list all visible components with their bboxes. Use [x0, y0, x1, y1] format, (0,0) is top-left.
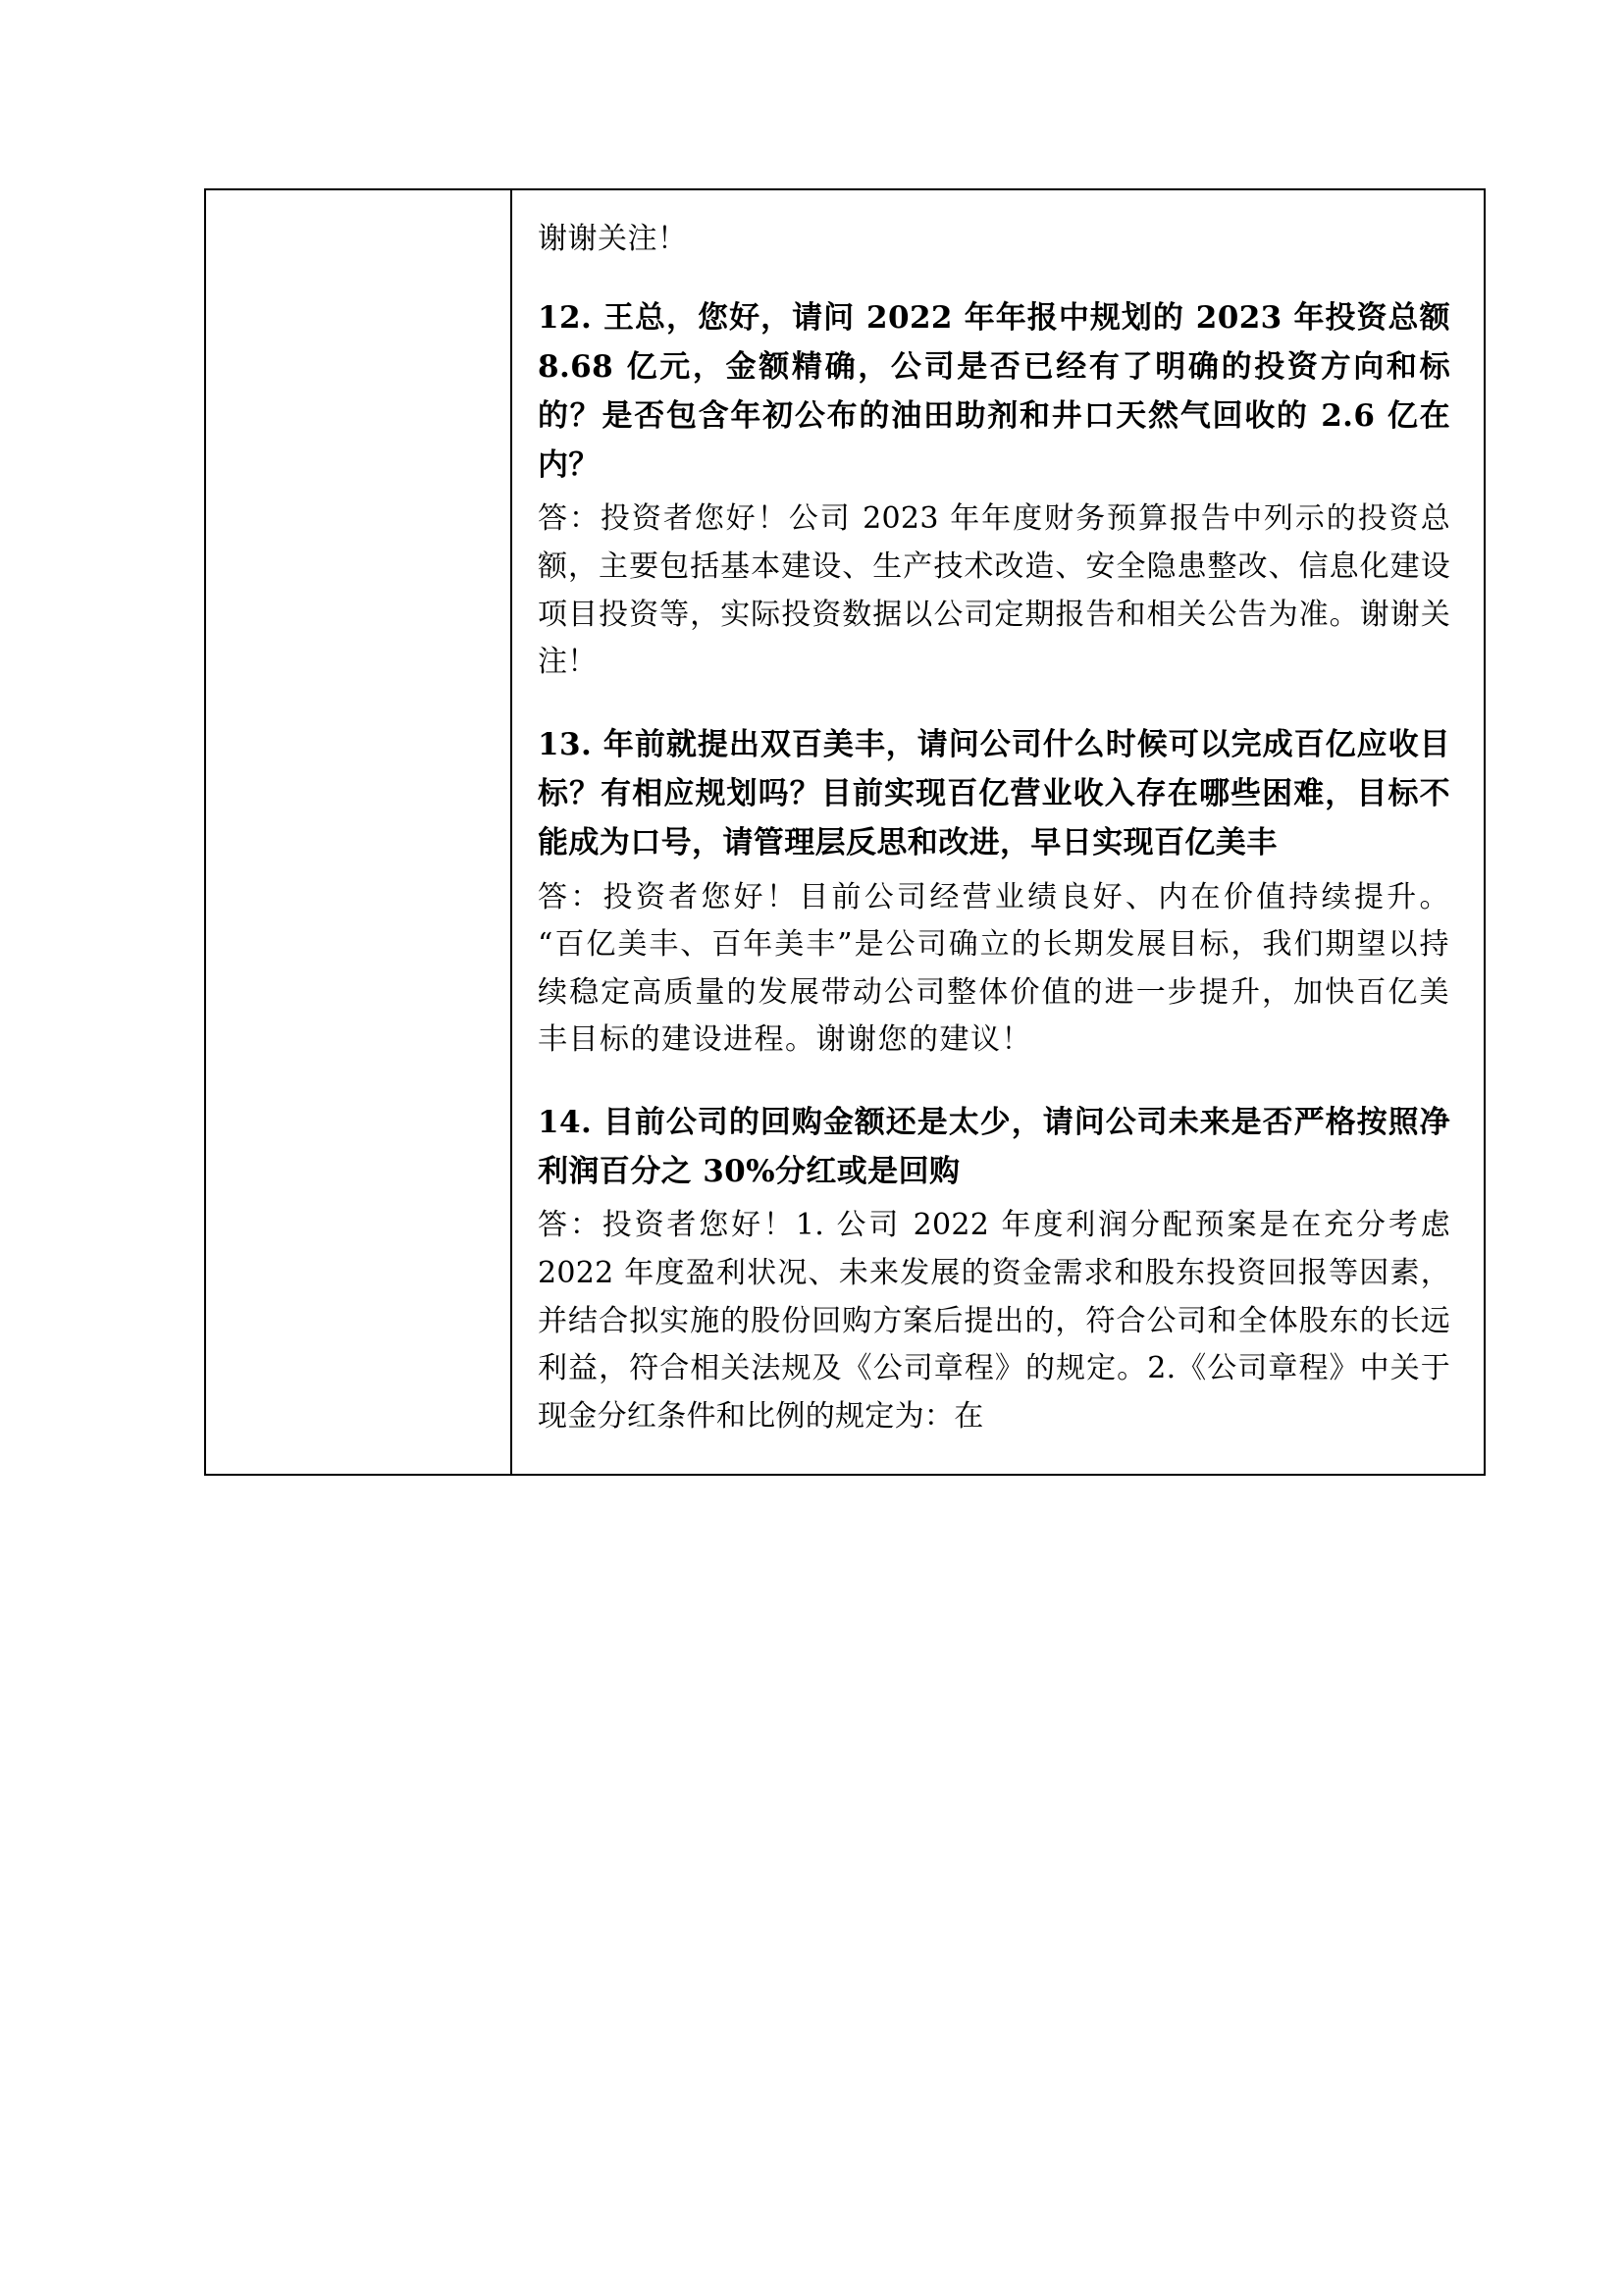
qa-table — [204, 188, 1486, 1476]
question-text: 14. 目前公司的回购金额还是太少，请问公司未来是否严格按照净利润百分之 30%分红或是回购 — [538, 1104, 1450, 1190]
answer-text: 答：投资者您好！1. 公司 2022 年度利润分配预案是在充分考虑 2022 年度盈利状况、未来发展的资金需求和股东投资回报等因素，并结合拟实施的股份回购方案后提出的，符合公司和全体股东的长远利益，符合相关法规及《公司章程》的规定。2.《公司章程》中关于现金分红条件和比例的规定为：在 — [538, 1208, 1450, 1434]
table-row — [205, 189, 1485, 1475]
table-cell-right — [511, 189, 1485, 1475]
answer-text: 答：投资者您好！目前公司经营业绩良好、内在价值持续提升。“百亿美丰、百年美丰”是公司确立的长期发展目标，我们期望以持续稳定高质量的发展带动公司整体价值的进一步提升，加快百亿美丰目标的建设进程。谢谢您的建议！ — [538, 879, 1450, 1058]
lead-line: 谢谢关注！ — [538, 222, 688, 256]
right-column-content — [512, 190, 1484, 1474]
question-text: 12. 王总，您好，请问 2022 年年报中规划的 2023 年投资总额 8.68 亿元，金额精确，公司是否已经有了明确的投资方向和标的？是否包含年初公布的油田助剂和井口天然气回收的 2.6 亿在内？ — [538, 299, 1450, 484]
qa-block-12 — [538, 293, 1450, 687]
question-text: 13. 年前就提出双百美丰，请问公司什么时候可以完成百亿应收目标？有相应规划吗？目前实现百亿营业收入存在哪些困难，目标不能成为口号，请管理层反思和改进，早日实现百亿美丰 — [538, 726, 1450, 861]
answer-text: 答：投资者您好！公司 2023 年年度财务预算报告中列示的投资总额，主要包括基本建设、生产技术改造、安全隐患整改、信息化建设项目投资等，实际投资数据以公司定期报告和相关公告为准。谢谢关注！ — [538, 501, 1450, 680]
qa-block-14 — [538, 1098, 1450, 1440]
left-column-content — [206, 190, 510, 1378]
qa-block-13 — [538, 720, 1450, 1065]
table-cell-left — [205, 189, 511, 1475]
